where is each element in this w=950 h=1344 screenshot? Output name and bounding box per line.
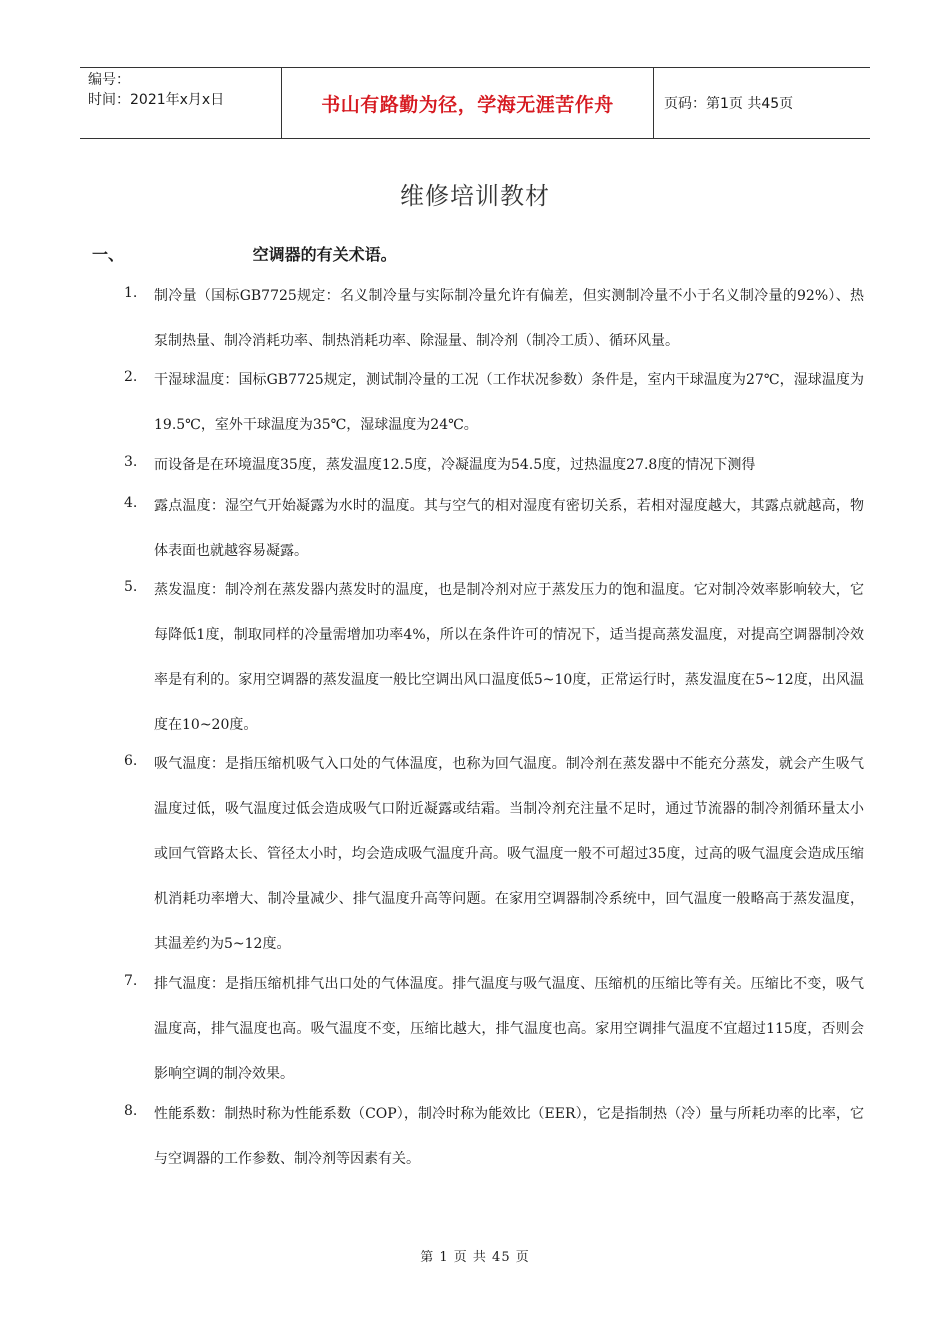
number-label: 编号：	[88, 72, 130, 88]
header-page-info: 页码：第1页 共45页	[664, 96, 794, 112]
list-item	[124, 443, 864, 488]
time-label: 时间：2021年x月x日	[88, 92, 225, 108]
list-item-number: 7.	[124, 973, 138, 989]
document-title: 维修培训教材	[400, 182, 550, 210]
list-item	[124, 358, 864, 448]
list-item-number: 2.	[124, 369, 138, 385]
list-item-number: 6.	[124, 753, 138, 769]
list-item-text: 蒸发温度：制冷剂在蒸发器内蒸发时的温度，也是制冷剂对应于蒸发压力的饱和温度。它对制冷效率影响较大，它每降低1度，制取同样的冷量需增加功率4%，所以在条件许可的情况下，适当提高蒸发温度，对提高空调器制冷效率是有利的。家用空调器的蒸发温度一般比空调出风口温度低5~10度，正常运行时，蒸发温度在5~12度，出风温度在10~20度。	[154, 582, 864, 733]
header-meta	[80, 68, 282, 138]
list-item-number: 1.	[124, 285, 138, 301]
header-motto: 书山有路勤为径，学海无涯苦作舟	[282, 68, 654, 138]
list-item-number: 8.	[124, 1103, 138, 1119]
page-header	[80, 67, 870, 139]
list-item	[124, 1092, 864, 1182]
list-item-number: 3.	[124, 454, 138, 470]
section-title: 空调器的有关术语。	[252, 245, 397, 264]
list-item-number: 5.	[124, 579, 138, 595]
list-item-text: 吸气温度：是指压缩机吸气入口处的气体温度，也称为回气温度。制冷剂在蒸发器中不能充分蒸发，就会产生吸气温度过低，吸气温度过低会造成吸气口附近凝露或结霜。当制冷剂充注量不足时，通过节流器的制冷剂循环量太小或回气管路太长、管径太小时，均会造成吸气温度升高。吸气温度一般不可超过35度，过高的吸气温度会造成压缩机消耗功率增大、制冷量减少、排气温度升高等问题。在家用空调器制冷系统中，回气温度一般略高于蒸发温度，其温差约为5~12度。	[154, 756, 864, 952]
list-item-text: 性能系数：制热时称为性能系数（COP），制冷时称为能效比（EER），它是指制热（冷）量与所耗功率的比率，它与空调器的工作参数、制冷剂等因素有关。	[154, 1106, 864, 1167]
section-number: 一、	[92, 245, 125, 264]
list-item	[124, 274, 864, 364]
page-footer: 第 1 页 共 45 页	[420, 1250, 530, 1265]
section-heading	[92, 242, 397, 265]
list-item-number: 4.	[124, 495, 138, 511]
list-item	[124, 742, 864, 967]
list-item-text: 而设备是在环境温度35度，蒸发温度12.5度，冷凝温度为54.5度，过热温度27.8度的情况下测得	[154, 457, 756, 473]
list-item-text: 露点温度：湿空气开始凝露为水时的温度。其与空气的相对湿度有密切关系，若相对湿度越大，其露点就越高，物体表面也就越容易凝露。	[154, 498, 864, 559]
list-item-text: 干湿球温度：国标GB7725规定，测试制冷量的工况（工作状况参数）条件是，室内干球温度为27℃，湿球温度为19.5℃，室外干球温度为35℃，湿球温度为24℃。	[154, 372, 864, 433]
list-item-text: 排气温度：是指压缩机排气出口处的气体温度。排气温度与吸气温度、压缩机的压缩比等有关。压缩比不变，吸气温度高，排气温度也高。吸气温度不变，压缩比越大，排气温度也高。家用空调排气温度不宜超过115度，否则会影响空调的制冷效果。	[154, 976, 864, 1082]
list-item	[124, 962, 864, 1097]
list-item	[124, 568, 864, 748]
list-item	[124, 484, 864, 574]
list-item-text: 制冷量（国标GB7725规定：名义制冷量与实际制冷量允许有偏差，但实测制冷量不小于名义制冷量的92%）、热泵制热量、制冷消耗功率、制热消耗功率、除湿量、制冷剂（制冷工质）、循环风量。	[154, 288, 864, 349]
